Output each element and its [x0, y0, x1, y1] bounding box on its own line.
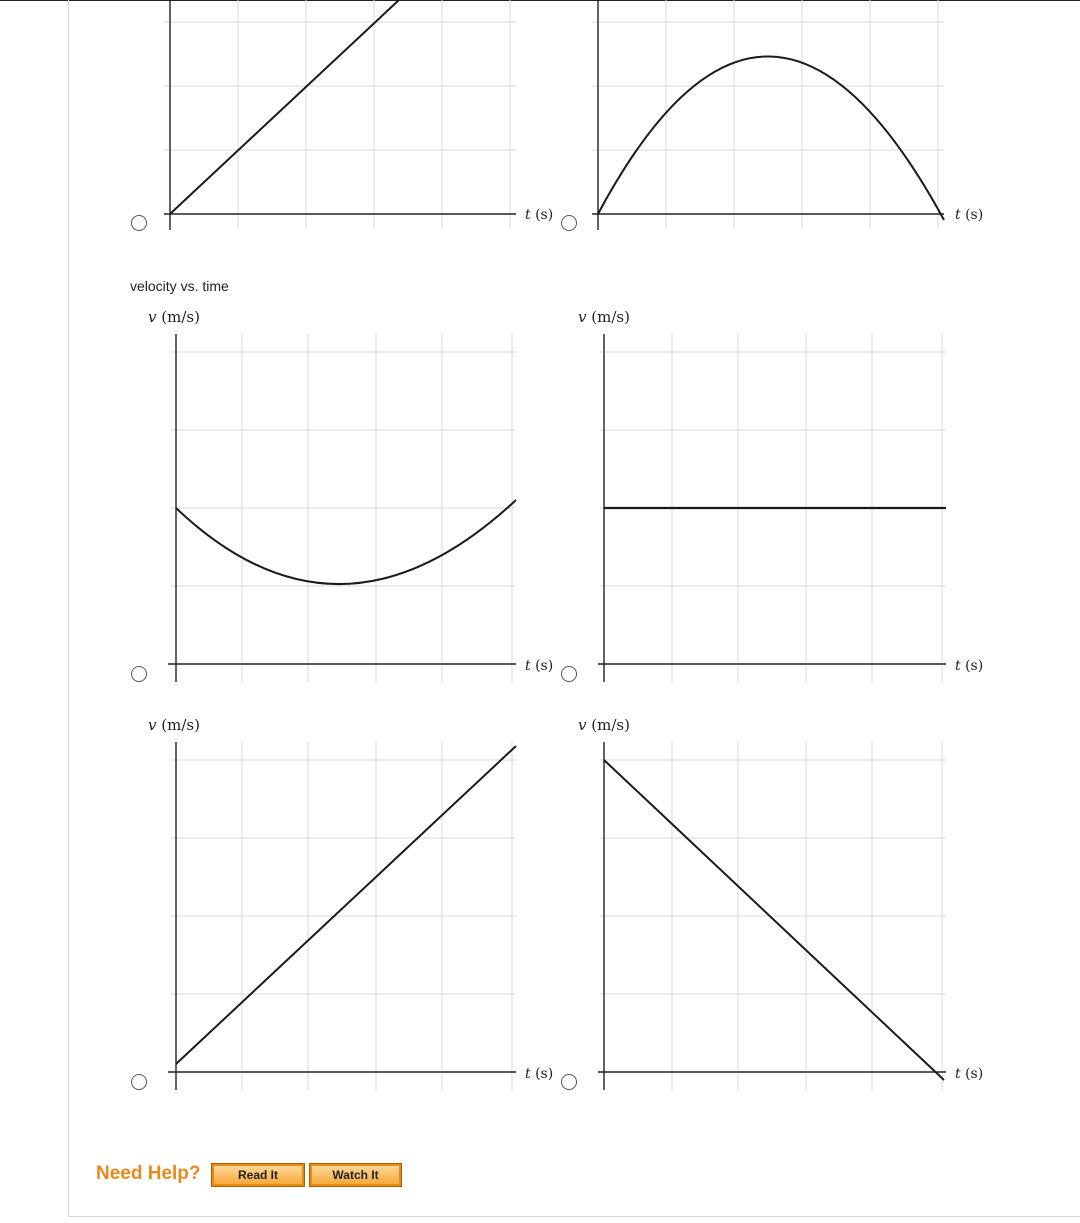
v-axis-label: v (m/s) [578, 716, 630, 734]
curve [598, 56, 944, 220]
graph-1 [150, 0, 530, 236]
t-axis-label: t (s) [525, 1066, 554, 1082]
curve [176, 500, 516, 584]
velocity-section-title: velocity vs. time [130, 278, 229, 294]
answer-radio-5[interactable] [131, 1074, 147, 1090]
curve [604, 760, 944, 1080]
answer-radio-2[interactable] [561, 215, 577, 231]
t-axis-label: t (s) [525, 207, 554, 223]
graph-4 [580, 334, 960, 684]
curve [170, 0, 400, 214]
curve [176, 746, 516, 1064]
answer-radio-3[interactable] [131, 666, 147, 682]
graph-3 [150, 334, 530, 684]
graph-5 [150, 742, 530, 1092]
t-axis-label: t (s) [955, 658, 984, 674]
graph-6 [580, 742, 960, 1092]
t-axis-label: t (s) [955, 207, 984, 223]
graph-2 [580, 0, 960, 236]
v-axis-label: v (m/s) [578, 308, 630, 326]
watch-it-button[interactable]: Watch It [310, 1164, 401, 1186]
v-axis-label: v (m/s) [148, 308, 200, 326]
need-help-label: Need Help? [96, 1163, 201, 1184]
read-it-button[interactable]: Read It [212, 1164, 304, 1186]
v-axis-label: v (m/s) [148, 716, 200, 734]
t-axis-label: t (s) [955, 1066, 984, 1082]
answer-radio-4[interactable] [561, 666, 577, 682]
answer-radio-6[interactable] [561, 1074, 577, 1090]
t-axis-label: t (s) [525, 658, 554, 674]
answer-radio-1[interactable] [131, 215, 147, 231]
